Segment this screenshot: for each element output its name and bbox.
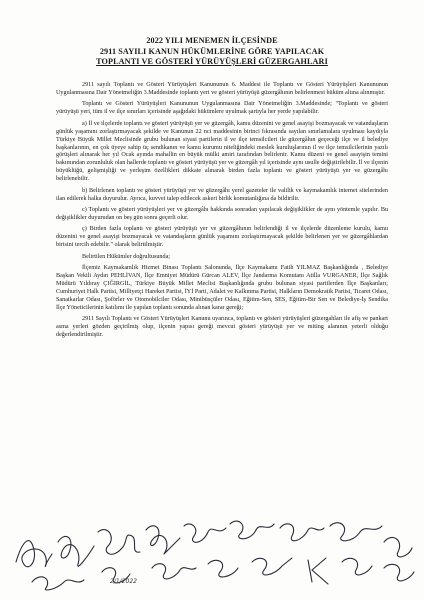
- paragraph-regulation: Toplantı ve Gösteri Yürüyüşleri Kanununun Uygulanmasına Dair Yönetmeliğin 3.Maddesinde; "Toplantı ve gösteri yürüyüşü yeri, tüm il ve ilçe sınırları içerisinde aşağıdaki hükümlere uyulmak şartıyla her yerde yapılabilir.: [56, 101, 388, 116]
- signature-5: [184, 524, 226, 542]
- title-line-2: 2911 SAYILI KANUN HÜKÜMLERİNE GÖRE YAPILACAK: [99, 46, 325, 56]
- title-line-3: TOPLANTI VE GÖSTERİ YÜRÜYÜŞLERİ GÜZERGAHLARI: [96, 57, 328, 66]
- paragraph-c: c) Toplantı ve gösteri yürüyüşleri yer ve güzergâhı hakkında sonradan yapılacak değişiklikler de aynı yöntemle yapılır. Bu değişiklikler duyurudan on beş gün sonra geçerli olur.: [56, 207, 388, 221]
- signature-12: [152, 564, 196, 579]
- paragraph-intro: 2911 sayılı Toplantı ve Gösteri Yürüyüşleri Kanununun 6. Maddesi ile Toplantı ve Gösteri Yürüyüşleri Kanununun Uygulanmasına Dair Yönetmeliğin 3.Maddesinde toplantı yeri ve gösteri yürüyüşü güzergâhının belirlenmesi hüküm altına alınmıştır.: [56, 82, 388, 96]
- title-line-1: 2022 YILI MENEMEN İLÇESİNDE: [146, 36, 278, 45]
- signature-2: [58, 536, 94, 566]
- paragraph-provisions: Belirtilen Hükümler doğrultusunda;: [82, 253, 171, 260]
- signature-9: [384, 537, 412, 556]
- paragraph-meeting: İlçemiz Kaymakamlık Hizmet Binası Toplantı Salonunda, İlçe Kaymakamı Fatih YILMAZ Başkanlığında , Belediye Başkan Vekili Aydın PEHLİVAN, İlçe Emniyet Müdürü Gürcan ALEV, İlçe Jandarma Komutanı Atilla VURGANER, İlçe Sağlık Müdürü Yıldıray ÇIĞIRGİL, Türkiye Büyük Millet Meclisi Başkanlığında grubu bulunan siyasi partilerden İlçe Başkanları; Cumhuriyet Halk Partisi, Milliyetçi Hareket Partisi, İYİ Parti, Adalet ve Kalkınma Partisi, Halkların Demokratik Partisi, Ticaret Odası, Sanatkarlar Odası, Şoförler ve Otomobilciler Odası, Minibüsçüler Odası, Eğitim-Sen, SES, Eğitim-Bir Sen ve Belediye-İş Sendika İlçe Yöneticilerinin katılımı ile yapılan toplantı sonunda alınan karar gereği;: [56, 265, 388, 311]
- signature-8: [330, 523, 382, 541]
- signature-4: [146, 526, 180, 554]
- paragraph-a: a) İl ve ilçelerde toplantı ve gösteri yürüyüşü yer ve güzergâh, kamu düzenini ve genel asayişi bozmayacak ve vatandaşların günlük yaşamını zorlaştırmayacak şekilde ve Kanunun 22 nci maddesinin birinci fıkrasında sayılan sınırlamalara uyulması kaydıyla Türkiye Büyük Millet Meclisinde grubu bulunan siyasi partilerin il ve ilçe temsilcileri ile güzergâhın geçeceği ilçe ve il belediye başkanlarının, en çok üyeye sahip üç sendikanın ve kamu kurumu niteliğindeki meslek kuruluşlarının il ve ilçe temsilcilerinin yazılı görüşleri alınarak her yıl Ocak ayında mahallin en büyük mülki amiri tarafından belirlenir. Kamu düzeni ve genel asayişin temini bakımından zorunluluk olan hallerde toplantı ve gösteri yürüyüşü yer ve güzergâh yıl içerisinde aynı usulle değiştirilebilir. İl ve ilçenin büyüklüğü, gelişmişliği ve yerleşim özellikleri dikkate alınarak birden fazla toplantı ve gösteri yürüyüşü yer ve güzergâhı belirlenebilir.: [56, 120, 388, 183]
- document-body: [56, 82, 388, 344]
- signature-10: [32, 577, 84, 590]
- signature-17: [384, 564, 414, 581]
- paragraph-b: b) Belirlenen toplantı ve gösteri yürüyüşü yer ve güzergâhı yerel gazeteler ile valilik ve kaymakamlık internet sitelerinden ilan edilerek halka duyurulur. Ayrıca, kuvvet talep edilecek askeri birlik komutanlığına da bildirilir.: [56, 187, 388, 202]
- signature-16: [342, 558, 372, 575]
- signature-13: [208, 560, 238, 577]
- paragraph-decision: 2911 Sayılı Toplantı ve Gösteri Yürüyüşleri Kanunu uyarınca, toplantı ve gösteri yürüyüşleri güzergahları ile afiş ve pankart asma yerleri gözden geçirilmiş olup, ilçenin yapısı gereği mevcut gösteri yürüyüşü yer ve miting alanının yeterli olduğu değerlendirilmiştir.: [56, 316, 388, 339]
- signature-7: [280, 524, 324, 541]
- signature-14: [252, 558, 292, 575]
- signatures-area: [12, 502, 416, 592]
- signature-6: [230, 521, 274, 539]
- document-title: [40, 36, 384, 68]
- signature-15: [308, 558, 328, 584]
- signature-3: [98, 530, 140, 555]
- signature-1: [16, 541, 52, 567]
- handwritten-date: 2/1/2022: [110, 578, 137, 585]
- paragraph-cedilla: ç) Birden fazla toplantı ve gösteri yürüyüşü yer ve güzergâhının belirlendiği il ve ilçelerde düzenleme kurulu, kamu düzenini ve genel asayişi bozmayacak ve vatandaşların günlük yaşamını zorlaştırmayacak şekilde belirlenen yer ve güzergâhlardan birisini tercih edebilir." olarak belirtilmiştir.: [56, 226, 388, 249]
